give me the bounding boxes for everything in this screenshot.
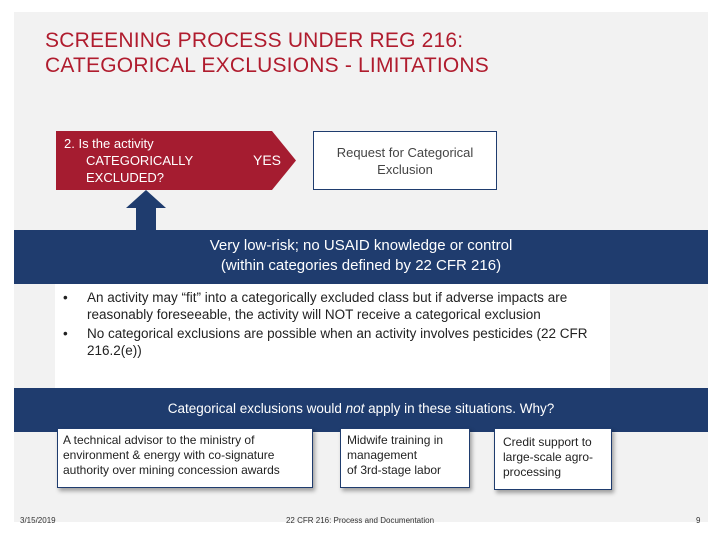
question-banner-emphasis: not [345,401,365,416]
screening-question-box [56,131,246,190]
question-banner-text-start: Categorical exclusions would [167,401,346,416]
limitations-panel [55,284,610,388]
risk-header-line-2: (within categories defined by 22 CFR 216) [220,257,502,274]
card-line: Midwife training in [347,433,444,447]
card-line: authority over mining concession awards [63,463,280,477]
example-card-mining-advisor [57,428,313,488]
request-line-2: Exclusion [377,162,433,177]
bullet-text: No categorical exclusions are possible when an activity involves pesticides (22 CFR 216.2(e)) [87,326,588,358]
example-card-credit-support [494,428,612,490]
card-line: Credit support to [503,435,592,449]
footer-date: 3/15/2019 [20,516,56,525]
list-item [55,289,604,323]
card-line: of 3rd-stage labor [347,463,442,477]
list-item [55,325,604,359]
bullet-text: An activity may “fit” into a categorically excluded class but if adverse impacts are reasonably foreseeable, the activity will NOT receive a categorical exclusion [87,290,568,322]
question-line-1: 2. Is the activity [64,136,154,151]
title-line-1: SCREENING PROCESS UNDER REG 216: [45,29,464,52]
page-number: 9 [696,516,701,525]
question-line-3: EXCLUDED? [86,170,165,185]
risk-header-banner [14,230,708,284]
title-line-2: CATEGORICAL EXCLUSIONS - LIMITATIONS [45,54,489,77]
yes-label: YES [253,152,282,168]
slide-title [45,28,489,78]
card-line: environment & energy with co-signature [63,448,275,462]
card-line: A technical advisor to the ministry of [63,433,255,447]
limitations-list [55,284,610,359]
request-line-1: Request for Categorical [336,145,474,160]
footer-title: 22 CFR 216: Process and Documentation [285,516,435,525]
bullet-icon: • [63,290,68,305]
question-line-2: CATEGORICALLY [86,153,194,168]
risk-header-line-1: Very low-risk; no USAID knowledge or control [209,237,513,254]
question-banner-text-end: apply in these situations. Why? [364,401,555,416]
card-line: processing [503,465,562,479]
card-line: large-scale agro- [503,450,594,464]
example-card-midwife-training [340,428,470,488]
up-arrow-icon [126,190,166,232]
request-categorical-exclusion-box [313,131,497,190]
bullet-icon: • [63,326,68,341]
card-line: management [347,448,418,462]
question-banner [14,388,708,432]
